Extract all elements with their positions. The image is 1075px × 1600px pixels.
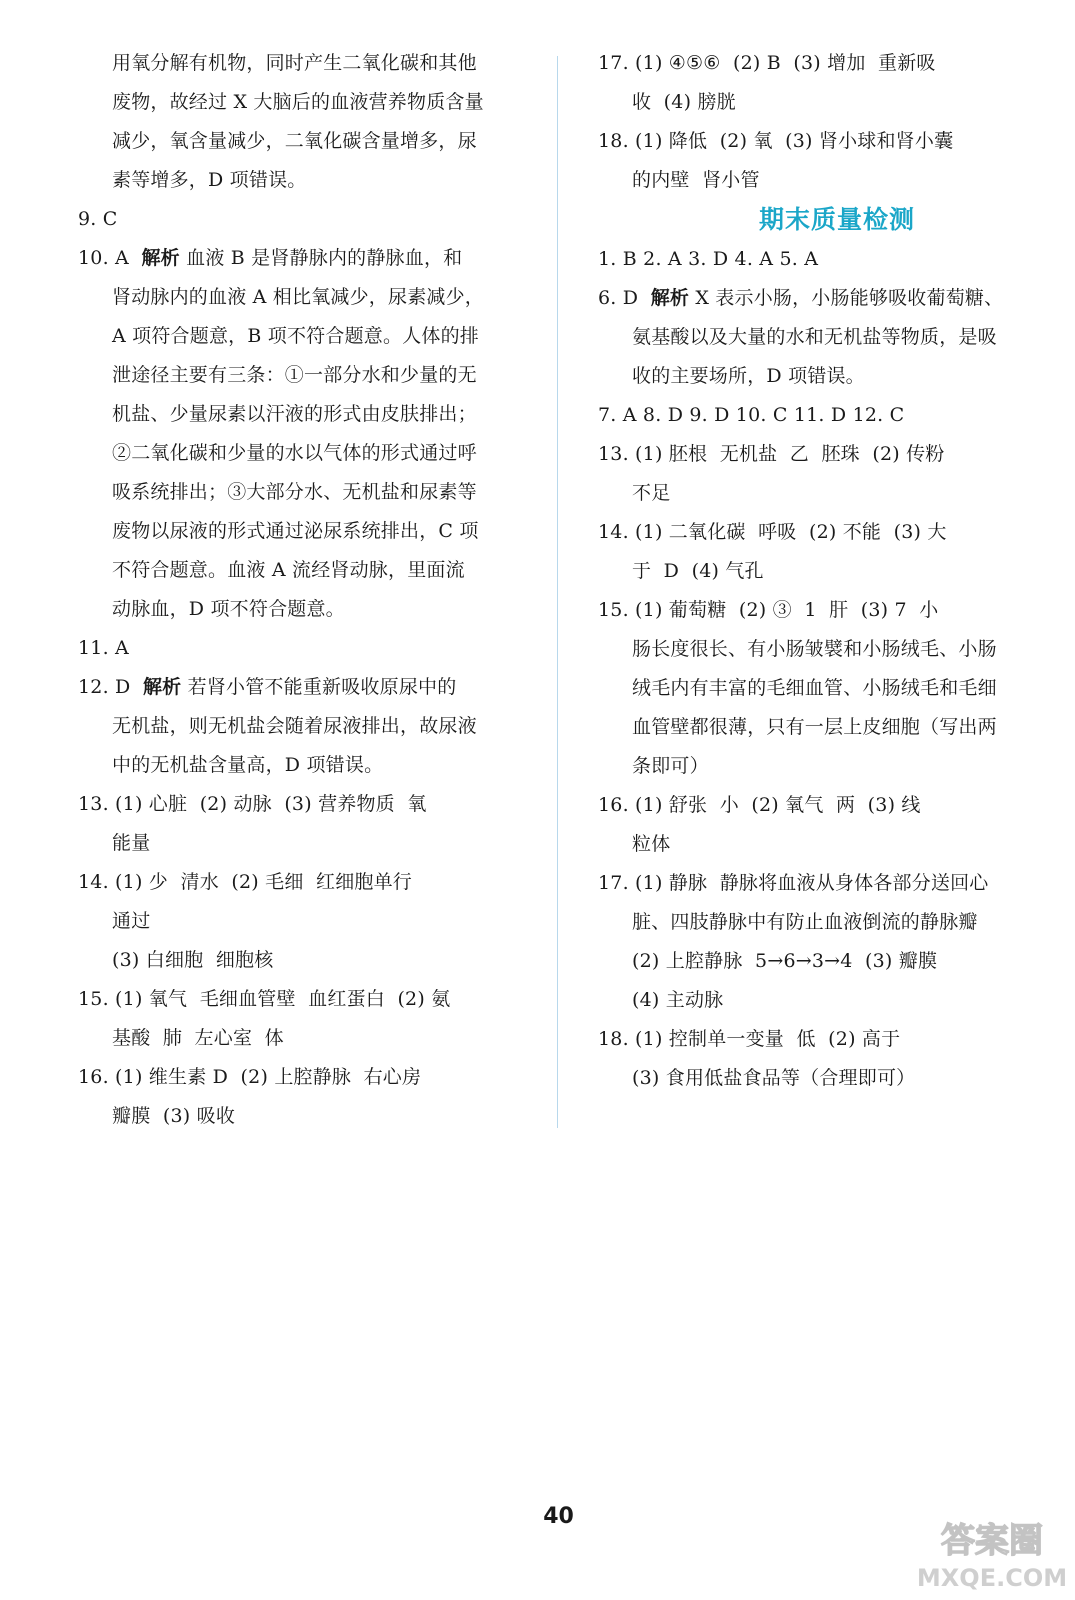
text-line: 14. (1) 少 清水 (2) 毛细 红细胞单行	[78, 871, 412, 893]
text-line: 粒体	[632, 833, 671, 855]
text-line: 收的主要场所，D 项错误。	[632, 365, 865, 387]
final-answer-15	[598, 591, 1036, 786]
text-line: 不足	[632, 482, 671, 504]
text-line: 吸系统排出；③大部分水、无机盐和尿素等	[112, 481, 477, 503]
text-line: 中的无机盐含量高，D 项错误。	[112, 754, 384, 776]
answer-paragraph	[78, 44, 516, 200]
text-line: 15. (1) 氧气 毛细血管壁 血红蛋白 (2) 氨	[78, 988, 451, 1010]
question-number: 6. D	[598, 287, 651, 309]
text-line: 16. (1) 维生素 D (2) 上腔静脉 右心房	[78, 1066, 422, 1088]
text-line: 14. (1) 二氧化碳 呼吸 (2) 不能 (3) 大	[598, 521, 947, 543]
watermark-text-url: MXQE.COM	[917, 1564, 1067, 1592]
text-line: 肠长度很长、有小肠皱襞和小肠绒毛、小肠	[632, 638, 997, 660]
text-line: ②二氧化碳和少量的水以气体的形式通过呼	[112, 442, 477, 464]
text-line: 的内壁 肾小管	[632, 169, 760, 191]
text-line: 瓣膜 (3) 吸收	[112, 1105, 236, 1127]
text-line: 13. (1) 心脏 (2) 动脉 (3) 营养物质 氧	[78, 793, 427, 815]
answer-10	[78, 239, 516, 629]
text-line: 无机盐，则无机盐会随着尿液排出，故尿液	[112, 715, 477, 737]
left-column	[78, 44, 516, 1136]
question-number: 12. D	[78, 676, 143, 698]
text-line	[598, 279, 1036, 318]
text-line: A 项符合题意，B 项不符合题意。人体的排	[112, 325, 479, 347]
answer-15	[78, 980, 516, 1058]
final-answer-13	[598, 435, 1036, 513]
text-line: 泄途径主要有三条：①一部分水和少量的无	[112, 364, 477, 386]
text-line: 通过	[112, 910, 151, 932]
question-number: 10. A	[78, 247, 142, 269]
right-column	[598, 44, 1036, 1098]
final-answer-14	[598, 513, 1036, 591]
text-line: (2) 上腔静脉 5→6→3→4 (3) 瓣膜	[632, 950, 938, 972]
page-number: 40	[543, 1504, 574, 1529]
text-line: 17. (1) ④⑤⑥ (2) B (3) 增加 重新吸	[598, 52, 936, 74]
section-title: 期末质量检测	[758, 205, 915, 234]
answer-13	[78, 785, 516, 863]
answer-14	[78, 863, 516, 980]
text-line: 血管壁都很薄，只有一层上皮细胞（写出两	[632, 716, 997, 738]
text-line: 18. (1) 降低 (2) 氧 (3) 肾小球和肾小囊	[598, 130, 954, 152]
text-line: 收 (4) 膀胱	[632, 91, 736, 113]
text-line: 能量	[112, 832, 151, 854]
text-span: X 表示小肠，小肠能够吸收葡萄糖、	[689, 287, 1004, 309]
column-divider	[557, 56, 558, 1128]
answer-9: 9. C	[78, 208, 118, 230]
watermark-text-cn: 答案圈	[941, 1521, 1043, 1561]
text-line: 17. (1) 静脉 静脉将血液从身体各部分送回心	[598, 872, 989, 894]
final-answers-1-5: 1. B 2. A 3. D 4. A 5. A	[598, 248, 819, 270]
answer-16	[78, 1058, 516, 1136]
text-line: (4) 主动脉	[632, 989, 724, 1011]
text-line: (3) 白细胞 细胞核	[112, 949, 274, 971]
answer-18	[598, 122, 1036, 200]
text-line: 绒毛内有丰富的毛细血管、小肠绒毛和毛细	[632, 677, 997, 699]
text-line: 机盐、少量尿素以汗液的形式由皮肤排出；	[112, 403, 477, 425]
text-line: (3) 食用低盐食品等（合理即可）	[632, 1067, 916, 1089]
text-line: 用氧分解有机物，同时产生二氧化碳和其他	[112, 52, 477, 74]
text-line: 条即可）	[632, 755, 709, 777]
text-line: 肾动脉内的血液 A 相比氧减少，尿素减少，	[112, 286, 485, 308]
watermark-logo	[917, 1512, 1067, 1594]
text-line: 动脉血，D 项不符合题意。	[112, 598, 345, 620]
analysis-label: 解析	[141, 247, 180, 269]
final-answer-6	[598, 279, 1036, 396]
text-line	[78, 668, 516, 707]
text-line: 于 D (4) 气孔	[632, 560, 764, 582]
text-line: 16. (1) 舒张 小 (2) 氧气 两 (3) 线	[598, 794, 921, 816]
text-line: 素等增多，D 项错误。	[112, 169, 307, 191]
text-line: 18. (1) 控制单一变量 低 (2) 高于	[598, 1028, 901, 1050]
final-answer-16	[598, 786, 1036, 864]
text-span: 血液 B 是肾静脉内的静脉血，和	[179, 247, 463, 269]
text-span: 若肾小管不能重新吸收原尿中的	[181, 676, 457, 698]
text-line: 15. (1) 葡萄糖 (2) ③ 1 肝 (3) 7 小	[598, 599, 939, 621]
final-answers-7-12: 7. A 8. D 9. D 10. C 11. D 12. C	[598, 404, 905, 426]
analysis-label: 解析	[650, 287, 690, 309]
answer-12	[78, 668, 516, 785]
final-answer-17	[598, 864, 1036, 1020]
text-line: 废物以尿液的形式通过泌尿系统排出，C 项	[112, 520, 479, 542]
text-line: 氨基酸以及大量的水和无机盐等物质，是吸	[632, 326, 997, 348]
text-line: 13. (1) 胚根 无机盐 乙 胚珠 (2) 传粉	[598, 443, 945, 465]
text-line: 脏、四肢静脉中有防止血液倒流的静脉瓣	[632, 911, 978, 933]
answer-11: 11. A	[78, 637, 129, 659]
final-answer-18	[598, 1020, 1036, 1098]
text-line	[78, 239, 516, 278]
text-line: 基酸 肺 左心室 体	[112, 1027, 284, 1049]
text-line: 不符合题意。血液 A 流经肾动脉，里面流	[112, 559, 465, 581]
text-line: 减少，氧含量减少，二氧化碳含量增多，尿	[112, 130, 477, 152]
analysis-label: 解析	[142, 676, 182, 698]
text-line: 废物，故经过 X 大脑后的血液营养物质含量	[112, 91, 484, 113]
answer-17	[598, 44, 1036, 122]
